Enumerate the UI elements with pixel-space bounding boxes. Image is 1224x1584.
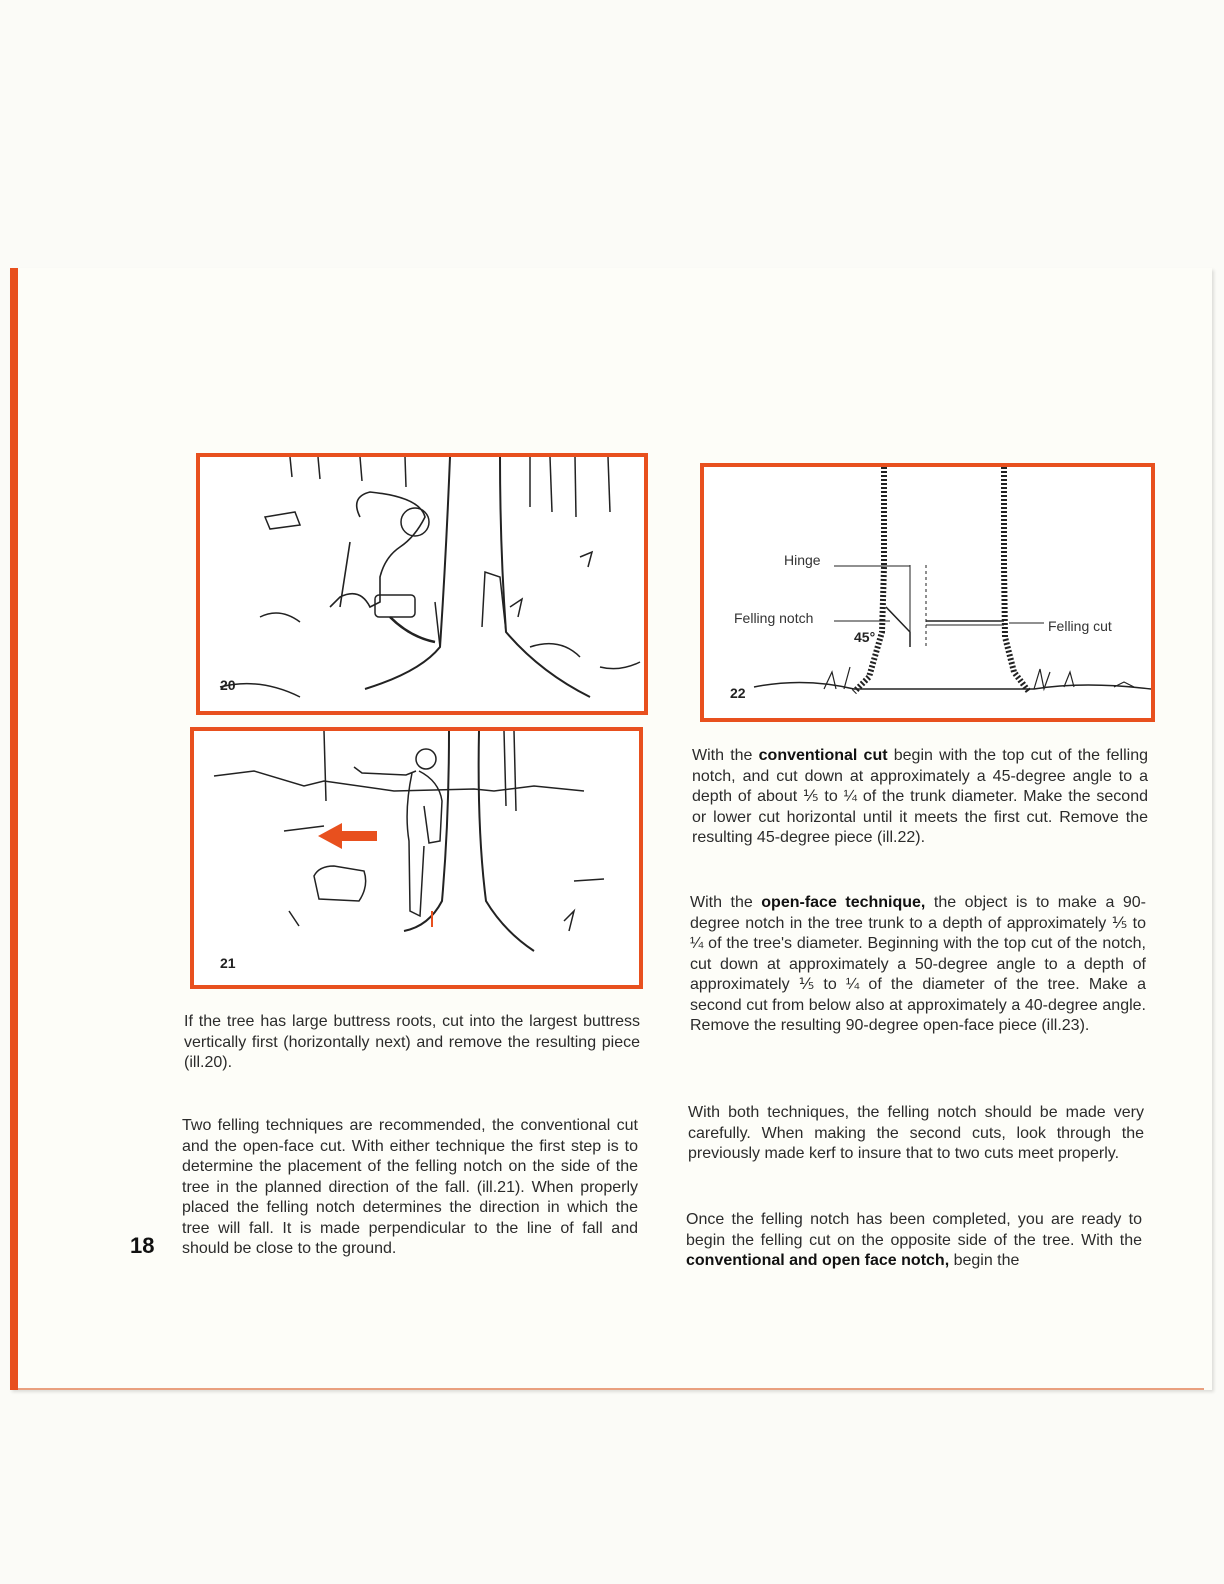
fall-direction-arrow-shaft <box>339 831 377 841</box>
trunk-right-edge <box>1004 467 1029 692</box>
figure-21-number: 21 <box>220 955 236 971</box>
once-suffix: begin the <box>949 1252 1020 1269</box>
figure-20-frame <box>196 453 648 715</box>
buttress-roots-paragraph: If the tree has large buttress roots, cut into the largest buttress vertically first (horizontally next) and remove the resulting piece (ill.20). <box>184 1013 640 1071</box>
felling-techniques-paragraph: Two felling techniques are recommended, the conventional cut and the open-face cut. With either technique the first step is to determine the placement of the felling notch on the side of the tree in the planned direction of the fall. (ill.21). When properly placed the felling notch determines the direction in which the tree will fall. It is made perpendicular to the line of fall and should be close to the ground. <box>182 1117 638 1257</box>
notch-angle-label: 45° <box>854 629 876 645</box>
figure-21-illustration <box>194 731 639 985</box>
conventional-cut-term: conventional cut <box>758 747 888 764</box>
both-techniques-paragraph: With both techniques, the felling notch should be made very carefully. When making the second cuts, look through the previously made kerf to insure that to two cuts meet properly. <box>688 1104 1144 1162</box>
once-body: Once the felling notch has been completed, you are ready to begin the felling cut on the opposite side of the tree. With the <box>686 1211 1142 1249</box>
figure-22-diagram <box>704 467 1151 718</box>
open-face-paragraph <box>690 893 1146 1037</box>
figure-20-number: 20 <box>220 677 236 693</box>
felling-cut-label: Felling cut <box>1048 618 1112 634</box>
conventional-open-face-term: conventional and open face notch, <box>686 1252 950 1269</box>
openface-body: the object is to make a 90-degree notch in the tree trunk to a depth of approximately ⅕ to ¼ of the tree's diameter. Beginning with the top cut of the notch, cut down at approximately a 50-degree angle to a depth of approximately ⅕ to ¼ of the diameter of the tree. Make a second cut from below also at approximately a 40-degree angle. Remove the resulting 90-degree open-face piece (ill.23). <box>690 894 1146 1034</box>
figure-21-frame <box>190 727 643 989</box>
figure-22-frame <box>700 463 1155 722</box>
conventional-cut-paragraph <box>692 746 1148 849</box>
trunk-left-edge <box>854 467 884 692</box>
felling-cut-paragraph <box>686 1210 1142 1272</box>
page-edge <box>18 1388 1204 1390</box>
figure-20-illustration <box>200 457 644 711</box>
open-face-term: open-face technique, <box>761 894 926 911</box>
openface-prefix: With the <box>690 894 762 911</box>
figure-22-number: 22 <box>730 685 746 701</box>
page-number: 18 <box>130 1233 155 1258</box>
conventional-prefix: With the <box>692 747 759 764</box>
hinge-label: Hinge <box>784 552 821 568</box>
conventional-body: begin with the top cut of the felling notch, and cut down at approximately a 45-degree angle to a depth of about ⅕ to ¼ of the trunk diameter. Make the second or lower cut horizontal until it meets the first cut. Remove the resulting 45-degree piece (ill.22). <box>692 747 1148 846</box>
felling-notch-label: Felling notch <box>734 610 814 626</box>
